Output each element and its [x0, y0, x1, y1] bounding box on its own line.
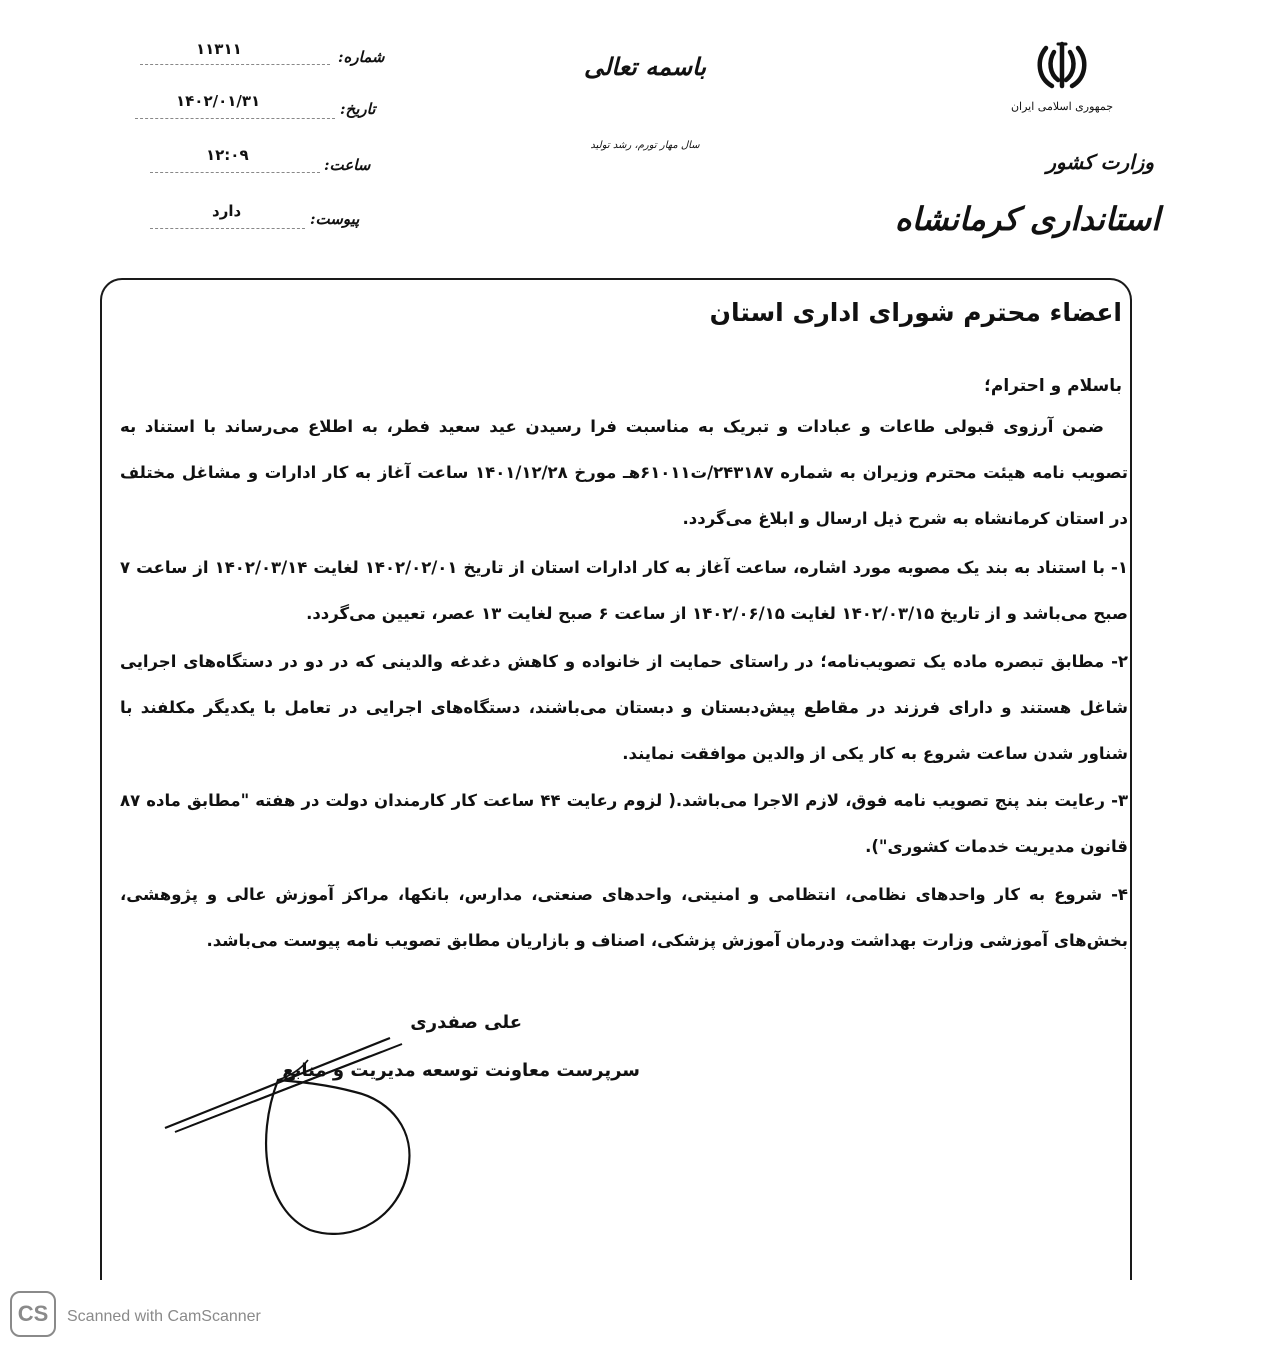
camscanner-logo: CS — [10, 1291, 56, 1337]
number-value: ۱۱۳۱۱ — [196, 40, 242, 58]
clause-3: ۳- رعایت بند پنج تصویب نامه فوق، لازم الاجرا می‌باشد.( لزوم رعایت ۴۴ ساعت کار کارمندان دولت در هفته "مطابق ماده ۸۷ قانون مدیریت خدمات کشوری"). — [120, 791, 1129, 856]
bismillah-heading: باسمه تعالی — [583, 52, 707, 81]
letterhead-emblem-block — [962, 38, 1162, 113]
clause-4: ۴- شروع به کار واحدهای نظامی، انتظامی و امنیتی، واحدهای صنعتی، مدارس، بانکها، مراکز آموزش عالی و پژوهشی، بخش‌های آموزشی وزارت بهداشت ودرمان آموزش پزشکی، اصناف و بازاریان مطابق تصویب نامه پیوست می‌باشد. — [120, 885, 1128, 950]
number-underline — [140, 64, 330, 65]
number-label: شماره: — [338, 48, 385, 66]
date-underline — [135, 118, 335, 119]
year-motto: سال مهار تورم، رشد تولید — [590, 140, 700, 151]
date-label: تاریخ: — [340, 100, 376, 118]
time-value: ۱۲:۰۹ — [206, 146, 249, 164]
time-label: ساعت: — [324, 156, 371, 174]
iran-emblem-icon — [962, 38, 1162, 94]
clause-1: ۱- با استناد به بند یک مصوبه مورد اشاره، ساعت آغاز به کار ادارات استان از تاریخ ۱۴۰۲/۰۲/۰۱ لغایت ۱۴۰۲/۰۳/۱۴ از ساعت ۷ صبح می‌باشد و از تاریخ ۱۴۰۲/۰۳/۱۵ لغایت ۱۴۰۲/۰۶/۱۵ از ساعت ۶ صبح لغایت ۱۳ عصر، تعیین می‌گردد. — [120, 558, 1128, 623]
attachment-label: پیوست: — [310, 210, 360, 228]
signer-title: سرپرست معاونت توسعه مدیریت و منابع — [282, 1060, 640, 1081]
governorate-name: استانداری کرمانشاه — [894, 200, 1160, 238]
clause-2: ۲- مطابق تبصره ماده یک تصویب‌نامه؛ در راستای حمایت از خانواده و کاهش دغدغه والدینی که در دو در دستگاه‌های اجرایی شاغل هستند و دارای فرزند در مقاطع پیش‌دبستان و دبستان می‌باشند، دستگاه‌های اجرایی در تعامل با یکدیگر مکلفند با شناور شدن ساعت شروع به کار یکی از والدین موافقت نمایند. — [120, 652, 1128, 763]
date-value: ۱۴۰۲/۰۱/۳۱ — [176, 92, 261, 110]
country-name: جمهوری اسلامی ایران — [1010, 100, 1114, 113]
attachment-value: دارد — [212, 202, 242, 220]
time-underline — [150, 172, 320, 173]
signer-name: علی صفدری — [410, 1012, 522, 1033]
recipient-heading: اعضاء محترم شورای اداری استان — [709, 298, 1122, 327]
handwritten-signature — [150, 1020, 420, 1239]
camscanner-watermark: Scanned with CamScanner — [67, 1308, 261, 1325]
intro-paragraph: ضمن آرزوی قبولی طاعات و عبادات و تبریک به مناسبت فرا رسیدن عید سعید فطر، به اطلاع می‌رساند با استناد به تصویب نامه هیئت محترم وزیران به شماره ۲۴۳۱۸۷/ت۶۱۰۱۱هـ مورخ ۱۴۰۱/۱۲/۲۸ ساعت آغاز به کار ادارات و مشاغل مختلف در استان کرمانشاه به شرح ذیل ارسال و ابلاغ می‌گردد. — [120, 417, 1128, 528]
greeting-line: باسلام و احترام؛ — [984, 376, 1122, 396]
ministry-name: وزارت کشور — [1046, 150, 1154, 174]
attachment-underline — [150, 228, 305, 229]
